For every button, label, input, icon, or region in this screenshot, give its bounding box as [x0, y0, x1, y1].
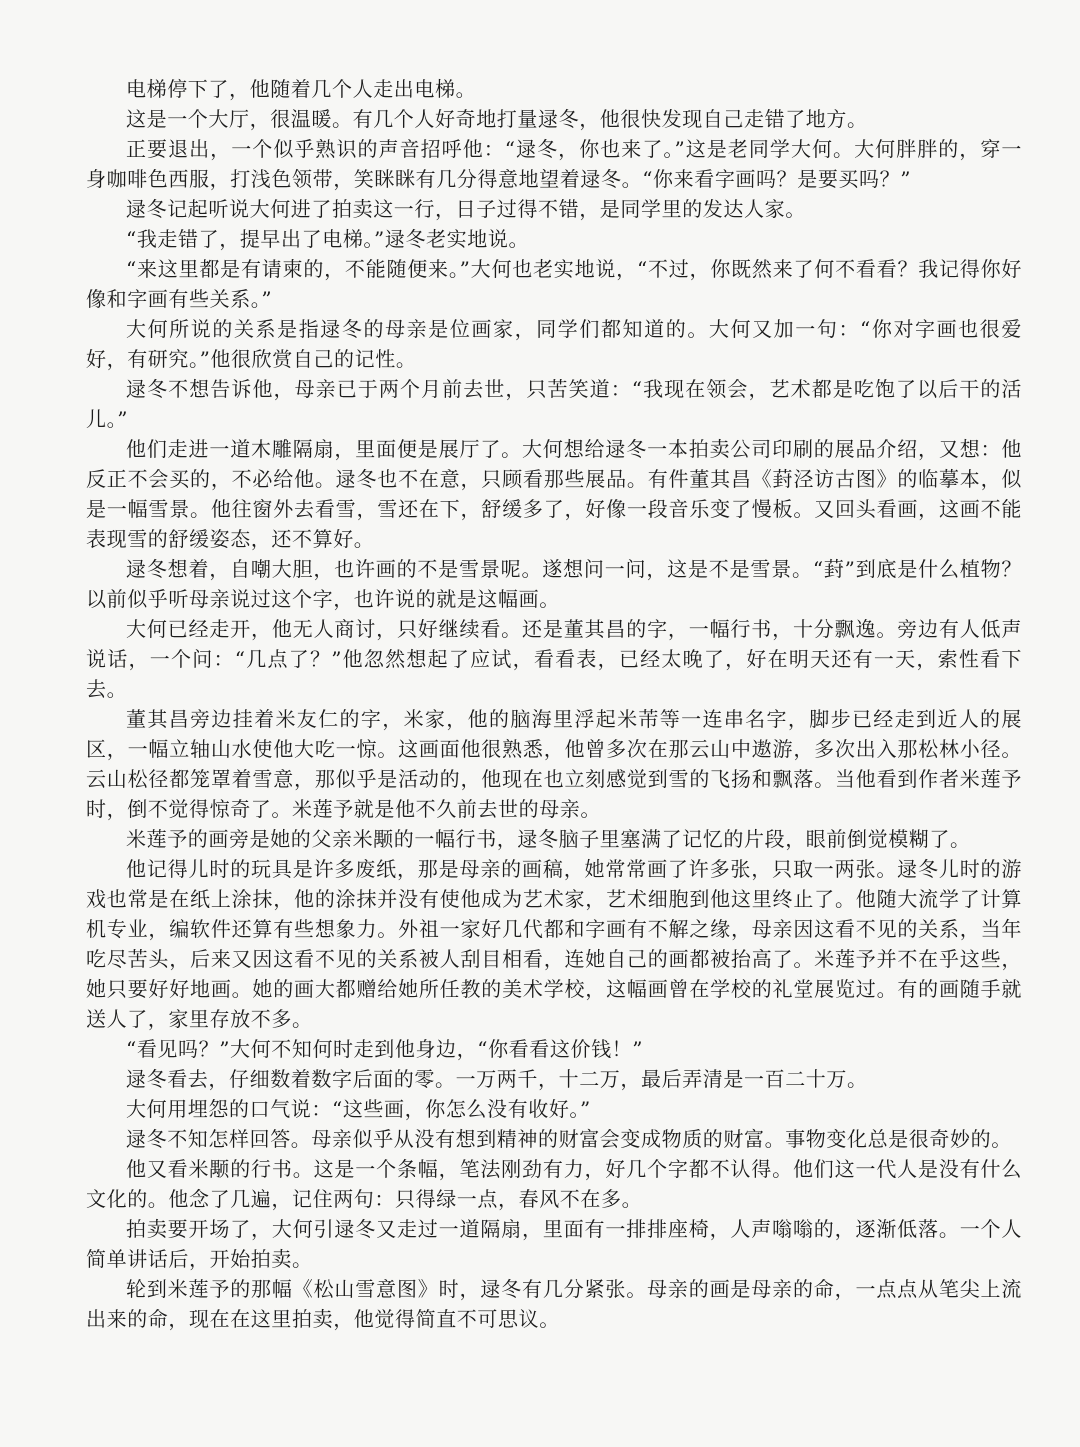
paragraph: 这是一个大厅，很温暖。有几个人好奇地打量逯冬，他很快发现自己走错了地方。 — [126, 107, 868, 131]
paragraph: 大何所说的关系是指逯冬的母亲是位画家，同学们都知道的。大何又加一句：“你对字画也很爱好，有研究。”他很欣赏自己的记性。 — [86, 317, 1022, 371]
paragraph: 逯冬不想告诉他，母亲已于两个月前去世，只苦笑道：“我现在领会，艺术都是吃饱了以后干的活儿。” — [86, 377, 1022, 431]
paragraph: “来这里都是有请柬的，不能随便来。”大何也老实地说，“不过，你既然来了何不看看？我记得你好像和字画有些关系。” — [86, 257, 1022, 311]
paragraph: 逯冬想着，自嘲大胆，也许画的不是雪景呢。遂想问一问，这是不是雪景。“葑”到底是什么植物？以前似乎听母亲说过这个字，也许说的就是这幅画。 — [86, 557, 1022, 611]
paragraph: 他记得儿时的玩具是许多废纸，那是母亲的画稿，她常常画了许多张，只取一两张。逯冬儿时的游戏也常是在纸上涂抹，他的涂抹并没有使他成为艺术家，艺术细胞到他这里终止了。他随大流学了计算机专业，编软件还算有些想象力。外祖一家好几代都和字画有不解之缘，母亲因这看不见的关系，当年吃尽苦头，后来又因这看不见的关系被人刮目相看，连她自己的画都被抬高了。米莲予并不在乎这些，她只要好好地画。她的画大都赠给她所任教的美术学校，这幅画曾在学校的礼堂展览过。有的画随手就送人了，家里存放不多。 — [86, 857, 1022, 1031]
paragraph: 他又看米颙的行书。这是一个条幅，笔法刚劲有力，好几个字都不认得。他们这一代人是没有什么文化的。他念了几遍，记住两句：只得绿一点，春风不在多。 — [86, 1157, 1022, 1211]
paragraph: “看见吗？”大何不知何时走到他身边，“你看看这价钱！” — [126, 1037, 644, 1061]
paragraph: 拍卖要开场了，大何引逯冬又走过一道隔扇，里面有一排排座椅，人声嗡嗡的，逐渐低落。一个人简单讲话后，开始拍卖。 — [86, 1217, 1022, 1271]
paragraph: 逯冬记起听说大何进了拍卖这一行，日子过得不错，是同学里的发达人家。 — [126, 197, 806, 221]
paragraph: 董其昌旁边挂着米友仁的字，米家，他的脑海里浮起米芾等一连串名字，脚步已经走到近人的展区，一幅立轴山水使他大吃一惊。这画面他很熟悉，他曾多次在那云山中遨游，多次出入那松林小径。云山松径都笼罩着雪意，那似乎是活动的，他现在也立刻感觉到雪的飞扬和飘落。当他看到作者米莲予时，倒不觉得惊奇了。米莲予就是他不久前去世的母亲。 — [86, 707, 1022, 821]
paragraph: 他们走进一道木雕隔扇，里面便是展厅了。大何想给逯冬一本拍卖公司印刷的展品介绍，又想：他反正不会买的，不必给他。逯冬也不在意，只顾看那些展品。有件董其昌《葑泾访古图》的临摹本，似是一幅雪景。他往窗外去看雪，雪还在下，舒缓多了，好像一段音乐变了慢板。又回头看画，这画不能表现雪的舒缓姿态，还不算好。 — [86, 437, 1022, 551]
paragraph: 大何用埋怨的口气说：“这些画，你怎么没有收好。” — [126, 1097, 591, 1121]
paragraph: 逯冬看去，仔细数着数字后面的零。一万两千，十二万，最后弄清是一百二十万。 — [126, 1067, 868, 1091]
paragraph: 正要退出，一个似乎熟识的声音招呼他：“逯冬，你也来了。”这是老同学大何。大何胖胖的，穿一身咖啡色西服，打浅色领带，笑眯眯有几分得意地望着逯冬。“你来看字画吗？是要买吗？” — [86, 137, 1022, 191]
paragraph: 大何已经走开，他无人商讨，只好继续看。还是董其昌的字，一幅行书，十分飘逸。旁边有人低声说话，一个问：“几点了？”他忽然想起了应试，看看表，已经太晚了，好在明天还有一天，索性看下去。 — [86, 617, 1022, 701]
paragraph: 逯冬不知怎样回答。母亲似乎从没有想到精神的财富会变成物质的财富。事物变化总是很奇妙的。 — [126, 1127, 1012, 1151]
paragraph: 米莲予的画旁是她的父亲米颙的一幅行书，逯冬脑子里塞满了记忆的片段，眼前倒觉模糊了。 — [126, 827, 971, 851]
paragraph: 电梯停下了，他随着几个人走出电梯。 — [126, 77, 477, 101]
paragraph: “我走错了，提早出了电梯。”逯冬老实地说。 — [126, 227, 530, 251]
paragraph: 轮到米莲予的那幅《松山雪意图》时，逯冬有几分紧张。母亲的画是母亲的命，一点点从笔尖上流出来的命，现在在这里拍卖，他觉得简直不可思议。 — [86, 1277, 1022, 1331]
